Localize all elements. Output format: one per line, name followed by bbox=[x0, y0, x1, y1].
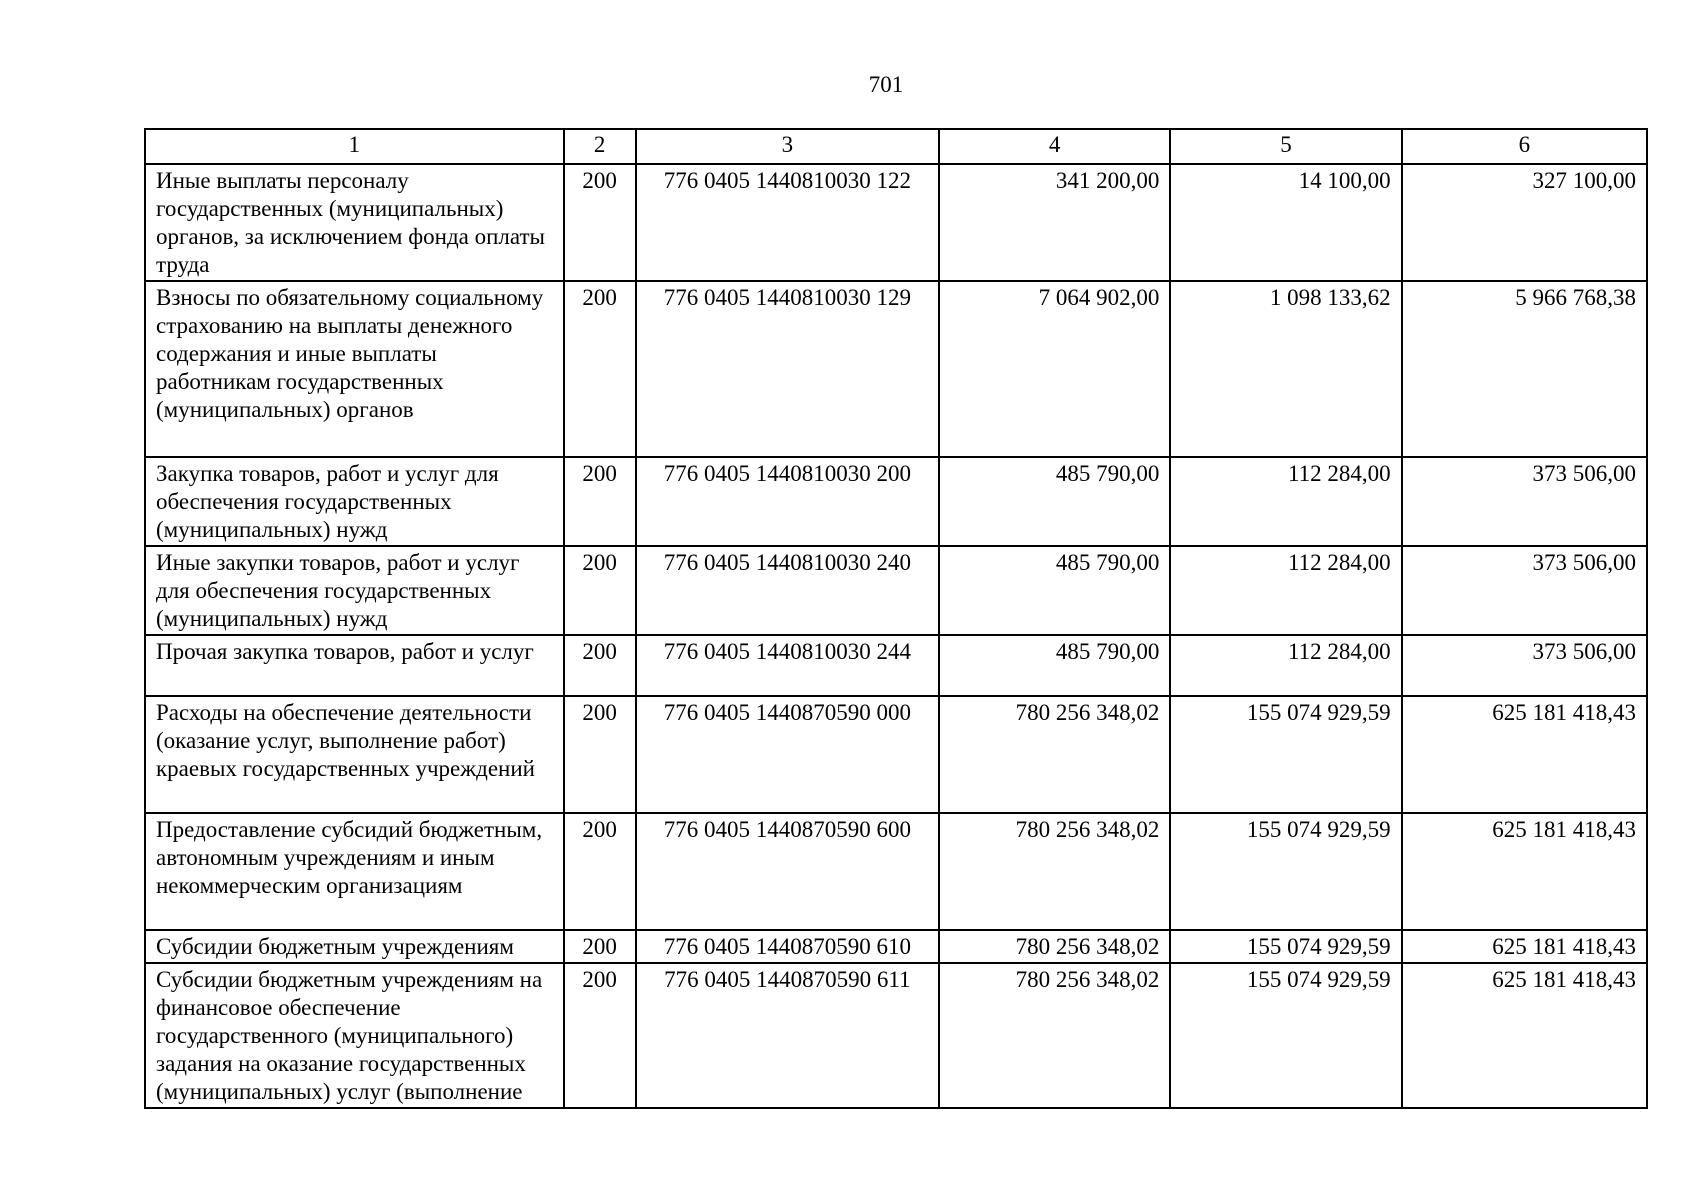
row-unexecuted: 327 100,00 bbox=[1402, 164, 1647, 281]
header-col-6: 6 bbox=[1402, 129, 1647, 164]
row-classification: 776 0405 1440810030 129 bbox=[636, 281, 939, 457]
table-row bbox=[145, 963, 1647, 1108]
row-unexecuted: 625 181 418,43 bbox=[1402, 696, 1647, 813]
row-executed: 155 074 929,59 bbox=[1170, 930, 1401, 963]
row-executed: 112 284,00 bbox=[1170, 457, 1401, 546]
row-classification: 776 0405 1440870590 610 bbox=[636, 930, 939, 963]
row-unexecuted: 5 966 768,38 bbox=[1402, 281, 1647, 457]
row-code: 200 bbox=[564, 930, 636, 963]
row-approved: 485 790,00 bbox=[939, 635, 1170, 696]
row-code: 200 bbox=[564, 635, 636, 696]
row-code: 200 bbox=[564, 963, 636, 1108]
row-unexecuted: 373 506,00 bbox=[1402, 457, 1647, 546]
table-row bbox=[145, 281, 1647, 457]
row-executed: 14 100,00 bbox=[1170, 164, 1401, 281]
header-col-4: 4 bbox=[939, 129, 1170, 164]
row-approved: 780 256 348,02 bbox=[939, 696, 1170, 813]
row-executed: 112 284,00 bbox=[1170, 546, 1401, 635]
header-col-1: 1 bbox=[145, 129, 564, 164]
row-name: Иные выплаты персоналу государственных (муниципальных) органов, за исключением фонда оплаты труда bbox=[145, 164, 564, 281]
row-code: 200 bbox=[564, 457, 636, 546]
row-approved: 485 790,00 bbox=[939, 546, 1170, 635]
table-body bbox=[145, 164, 1647, 1108]
row-name: Взносы по обязательному социальному страхованию на выплаты денежного содержания и иные выплаты работникам государственных (муниципальных) органов bbox=[145, 281, 564, 457]
row-unexecuted: 625 181 418,43 bbox=[1402, 813, 1647, 930]
row-code: 200 bbox=[564, 281, 636, 457]
table-row bbox=[145, 164, 1647, 281]
row-executed: 155 074 929,59 bbox=[1170, 963, 1401, 1108]
row-approved: 780 256 348,02 bbox=[939, 963, 1170, 1108]
header-col-5: 5 bbox=[1170, 129, 1401, 164]
row-name: Прочая закупка товаров, работ и услуг bbox=[145, 635, 564, 696]
row-approved: 780 256 348,02 bbox=[939, 930, 1170, 963]
row-unexecuted: 625 181 418,43 bbox=[1402, 930, 1647, 963]
row-unexecuted: 373 506,00 bbox=[1402, 635, 1647, 696]
row-code: 200 bbox=[564, 546, 636, 635]
row-executed: 155 074 929,59 bbox=[1170, 696, 1401, 813]
row-executed: 112 284,00 bbox=[1170, 635, 1401, 696]
row-code: 200 bbox=[564, 813, 636, 930]
row-approved: 780 256 348,02 bbox=[939, 813, 1170, 930]
table-row bbox=[145, 546, 1647, 635]
table-row bbox=[145, 930, 1647, 963]
row-name: Закупка товаров, работ и услуг для обеспечения государственных (муниципальных) нужд bbox=[145, 457, 564, 546]
row-code: 200 bbox=[564, 696, 636, 813]
row-approved: 485 790,00 bbox=[939, 457, 1170, 546]
budget-table bbox=[144, 128, 1648, 1109]
table-row bbox=[145, 696, 1647, 813]
row-approved: 7 064 902,00 bbox=[939, 281, 1170, 457]
row-classification: 776 0405 1440810030 122 bbox=[636, 164, 939, 281]
row-name: Субсидии бюджетным учреждениям bbox=[145, 930, 564, 963]
row-approved: 341 200,00 bbox=[939, 164, 1170, 281]
row-classification: 776 0405 1440870590 611 bbox=[636, 963, 939, 1108]
row-name: Расходы на обеспечение деятельности (оказание услуг, выполнение работ) краевых государственных учреждений bbox=[145, 696, 564, 813]
row-name: Иные закупки товаров, работ и услуг для обеспечения государственных (муниципальных) нужд bbox=[145, 546, 564, 635]
table-row bbox=[145, 635, 1647, 696]
row-code: 200 bbox=[564, 164, 636, 281]
row-classification: 776 0405 1440810030 200 bbox=[636, 457, 939, 546]
row-classification: 776 0405 1440810030 244 bbox=[636, 635, 939, 696]
row-unexecuted: 625 181 418,43 bbox=[1402, 963, 1647, 1108]
row-classification: 776 0405 1440810030 240 bbox=[636, 546, 939, 635]
row-classification: 776 0405 1440870590 000 bbox=[636, 696, 939, 813]
table-row bbox=[145, 457, 1647, 546]
header-row bbox=[145, 129, 1647, 164]
row-name: Субсидии бюджетным учреждениям на финансовое обеспечение государственного (муниципального) задания на оказание государственных (муниципальных) услуг (выполнение bbox=[145, 963, 564, 1108]
page-number: 701 bbox=[868, 72, 904, 97]
header-col-2: 2 bbox=[564, 129, 636, 164]
row-executed: 1 098 133,62 bbox=[1170, 281, 1401, 457]
row-classification: 776 0405 1440870590 600 bbox=[636, 813, 939, 930]
header-col-3: 3 bbox=[636, 129, 939, 164]
row-name: Предоставление субсидий бюджетным, автономным учреждениям и иным некоммерческим организациям bbox=[145, 813, 564, 930]
table-row bbox=[145, 813, 1647, 930]
table-header bbox=[145, 129, 1647, 164]
row-unexecuted: 373 506,00 bbox=[1402, 546, 1647, 635]
row-executed: 155 074 929,59 bbox=[1170, 813, 1401, 930]
